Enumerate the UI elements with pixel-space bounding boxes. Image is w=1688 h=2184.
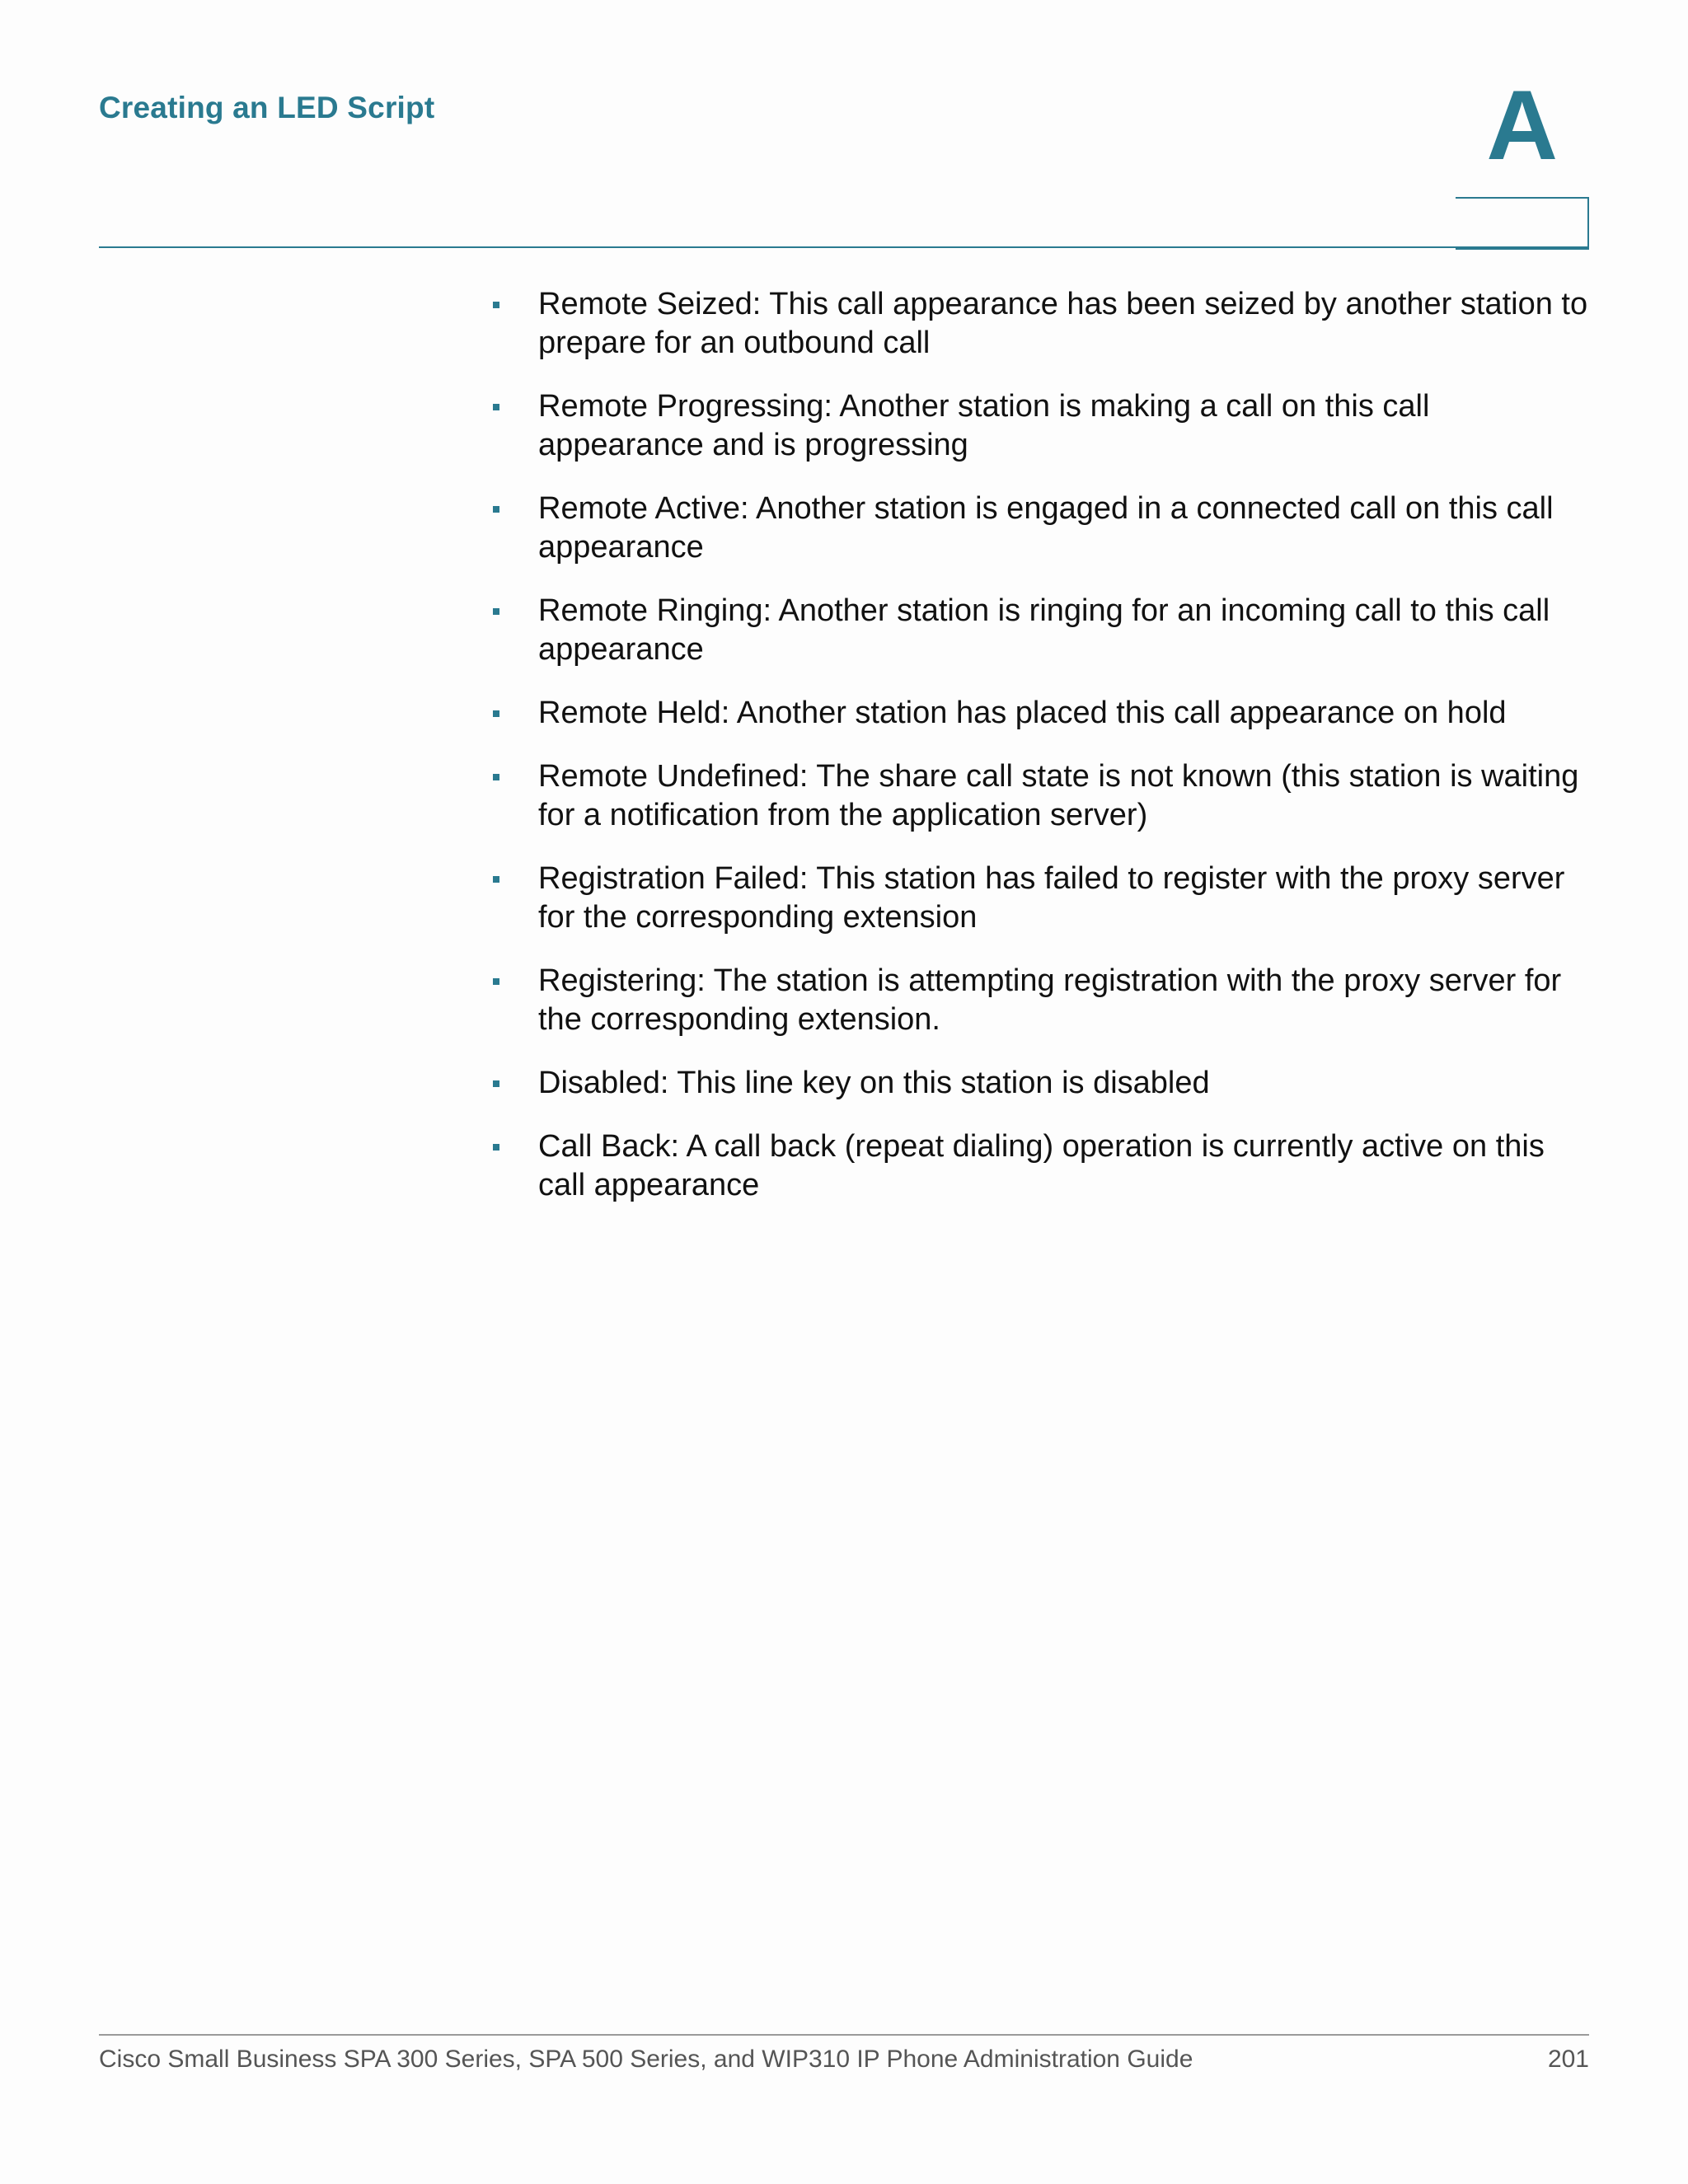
header-divider [99,246,1589,248]
list-item-text: Remote Ringing: Another station is ringing for an incoming call to this call appearance [538,593,1550,667]
list-item-text: Remote Progressing: Another station is making a call on this call appearance and is progressing [538,389,1430,462]
list-item [490,1127,1594,1205]
appendix-tab-box [1456,197,1589,250]
page-number: 201 [1547,2046,1589,2073]
list-item [490,962,1594,1039]
square-bullet-icon [493,1080,499,1087]
list-item-text: Call Back: A call back (repeat dialing) operation is currently active on this call appearance [538,1129,1545,1202]
list-item-text: Remote Held: Another station has placed this call appearance on hold [538,696,1507,730]
list-item [490,757,1594,835]
square-bullet-icon [493,404,499,410]
appendix-letter: A [1486,70,1558,180]
square-bullet-icon [493,1144,499,1151]
list-item [490,694,1594,733]
list-item [490,860,1594,937]
list-item [490,592,1594,669]
list-item [490,387,1594,465]
square-bullet-icon [493,608,499,615]
list-item [490,490,1594,567]
chapter-title: Creating an LED Script [99,91,435,124]
footer-divider [99,2034,1589,2036]
square-bullet-icon [493,774,499,780]
square-bullet-icon [493,506,499,513]
list-item [490,1064,1594,1103]
list-item-text: Remote Undefined: The share call state is not known (this station is waiting for a notification from the application server) [538,759,1579,832]
list-item-text: Registering: The station is attempting registration with the proxy server for the corresponding extension. [538,963,1562,1037]
square-bullet-icon [493,978,499,985]
list-item-text: Disabled: This line key on this station is disabled [538,1066,1210,1100]
list-item-text: Registration Failed: This station has failed to register with the proxy server for the corresponding extension [538,861,1565,935]
square-bullet-icon [493,302,499,308]
footer-guide-title: Cisco Small Business SPA 300 Series, SPA 500 Series, and WIP310 IP Phone Administration Guide [99,2046,1193,2073]
square-bullet-icon [493,710,499,717]
list-item [490,285,1594,363]
led-state-list [490,285,1594,1230]
square-bullet-icon [493,876,499,883]
list-item-text: Remote Active: Another station is engaged in a connected call on this call appearance [538,491,1554,565]
list-item-text: Remote Seized: This call appearance has been seized by another station to prepare for an outbound call [538,287,1588,360]
